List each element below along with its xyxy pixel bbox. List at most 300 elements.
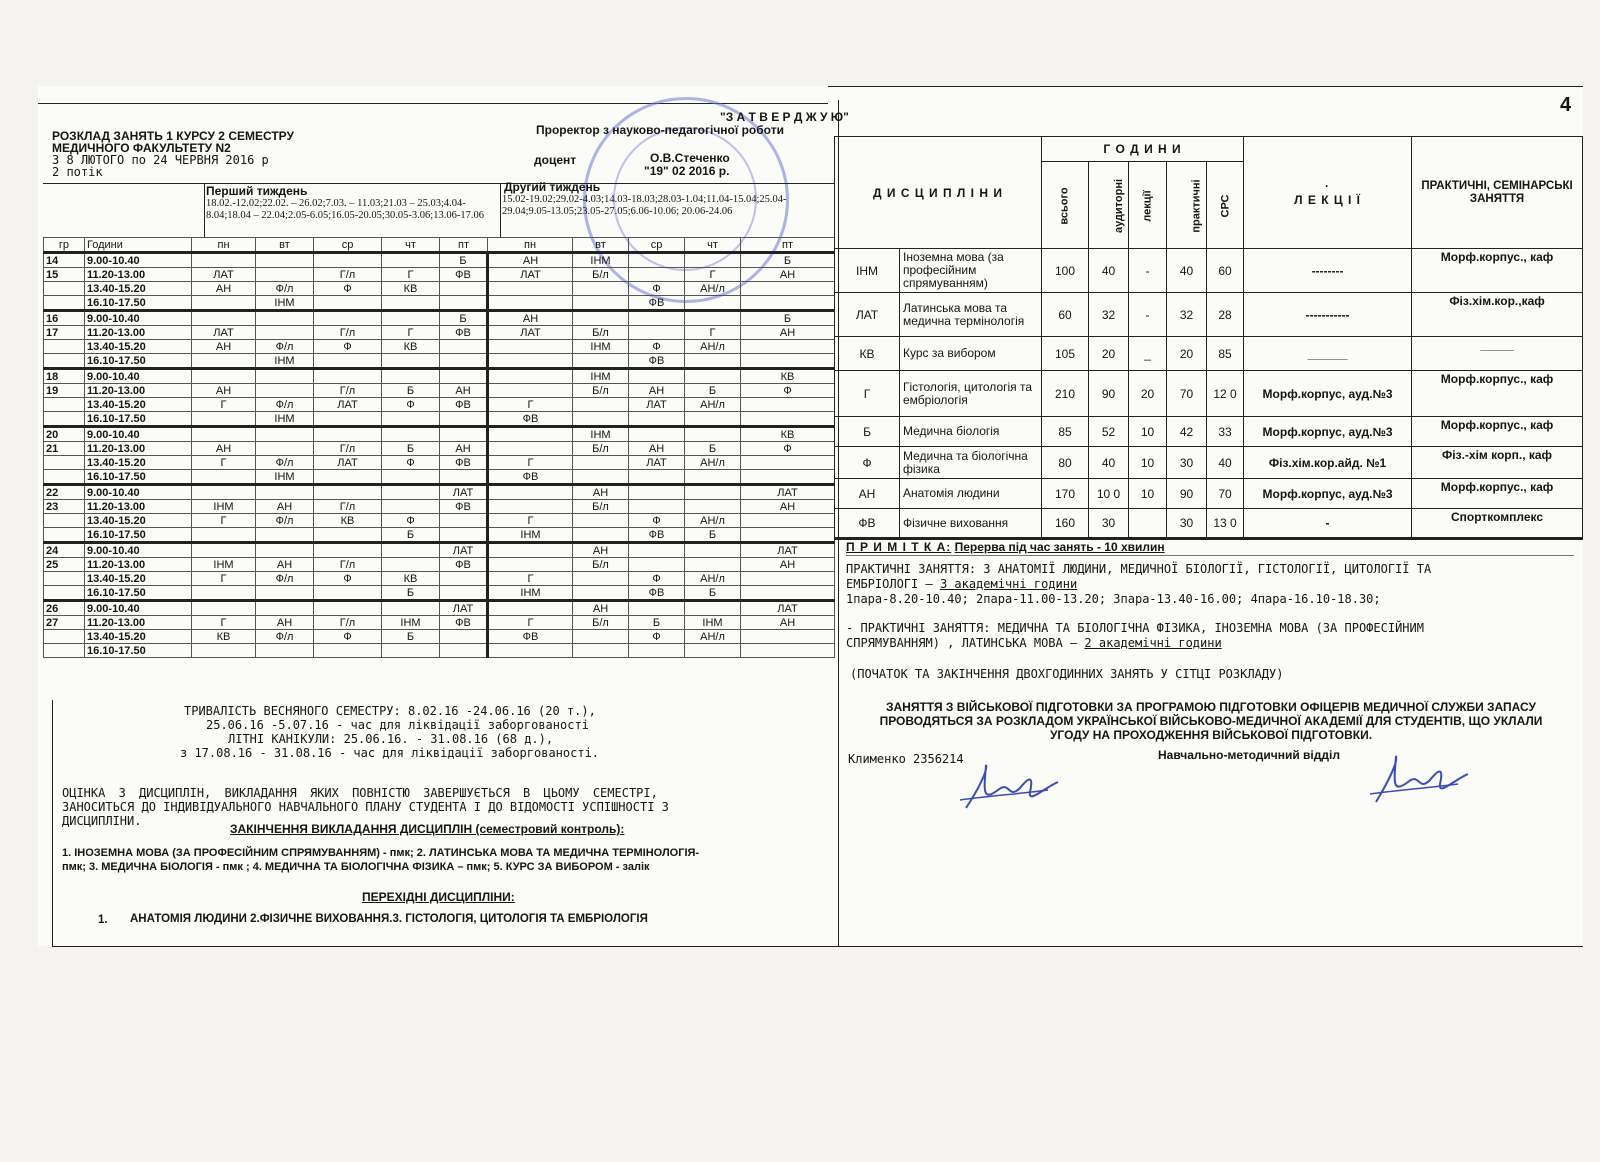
class-cell: ЛАТ bbox=[314, 456, 382, 470]
class-cell bbox=[685, 311, 741, 326]
group-cell: 16 bbox=[44, 311, 85, 326]
group-cell: 24 bbox=[44, 543, 85, 558]
discipline-aud: 30 bbox=[1089, 509, 1129, 539]
class-cell: Б bbox=[440, 311, 488, 326]
class-cell: Б/л bbox=[573, 558, 629, 572]
class-cell bbox=[382, 558, 440, 572]
class-cell bbox=[629, 326, 685, 340]
class-cell: АН bbox=[440, 384, 488, 398]
class-cell bbox=[440, 369, 488, 384]
class-cell bbox=[488, 296, 573, 311]
disc-head-dot: · bbox=[1325, 178, 1331, 193]
week-header-divider bbox=[204, 183, 205, 237]
class-cell: Ф bbox=[741, 442, 835, 456]
class-cell bbox=[440, 427, 488, 442]
group-cell bbox=[44, 340, 85, 354]
schedule-row bbox=[44, 268, 835, 282]
class-cell: ФВ bbox=[440, 398, 488, 412]
schedule-row bbox=[44, 630, 835, 644]
week2-title: Другий тиждень bbox=[504, 180, 601, 194]
class-cell bbox=[440, 630, 488, 644]
class-cell bbox=[741, 528, 835, 543]
discipline-total: 85 bbox=[1042, 417, 1089, 447]
class-cell bbox=[741, 354, 835, 369]
discipline-lec: 10 bbox=[1129, 417, 1167, 447]
class-cell: ЛАТ bbox=[440, 601, 488, 616]
class-cell bbox=[192, 427, 256, 442]
practical-note-1 bbox=[846, 562, 1431, 607]
approval-heading: "З А Т В Е Р Д Ж У Ю" bbox=[720, 110, 849, 124]
group-cell: 15 bbox=[44, 268, 85, 282]
class-cell: Ф/л bbox=[256, 572, 314, 586]
time-cell: 13.40-15.20 bbox=[85, 340, 192, 354]
time-cell: 16.10-17.50 bbox=[85, 296, 192, 311]
class-cell: Ф/л bbox=[256, 456, 314, 470]
class-cell: Ф bbox=[382, 514, 440, 528]
class-cell: Ф bbox=[629, 340, 685, 354]
discipline-name: Медична біологія bbox=[900, 417, 1042, 447]
class-cell bbox=[573, 572, 629, 586]
class-cell bbox=[741, 456, 835, 470]
class-cell bbox=[256, 253, 314, 268]
discipline-prac-place: Морф.корпус., каф bbox=[1412, 417, 1583, 447]
class-cell bbox=[629, 543, 685, 558]
discipline-aud: 40 bbox=[1089, 447, 1129, 479]
discipline-lect-place: Фіз.хім.кор.айд. №1 bbox=[1244, 447, 1412, 479]
class-cell: Г bbox=[382, 326, 440, 340]
discipline-aud: 52 bbox=[1089, 417, 1129, 447]
class-cell bbox=[488, 601, 573, 616]
class-cell bbox=[741, 572, 835, 586]
class-cell bbox=[256, 601, 314, 616]
class-cell bbox=[314, 354, 382, 369]
class-cell: Б/л bbox=[573, 384, 629, 398]
class-cell bbox=[573, 412, 629, 427]
class-cell: АН bbox=[192, 340, 256, 354]
title-line: МЕДИЧНОГО ФАКУЛЬТЕТУ N2 bbox=[52, 141, 231, 155]
class-cell bbox=[629, 311, 685, 326]
discipline-code: Ф bbox=[835, 447, 900, 479]
class-cell bbox=[192, 311, 256, 326]
discipline-lect-place: Морф.корпус, ауд.№3 bbox=[1244, 371, 1412, 417]
schedule-row bbox=[44, 514, 835, 528]
class-cell: ІНМ bbox=[192, 500, 256, 514]
class-cell: Ф/л bbox=[256, 340, 314, 354]
class-cell: Б bbox=[382, 528, 440, 543]
class-cell: АН/л bbox=[685, 572, 741, 586]
discipline-prac: 42 bbox=[1167, 417, 1207, 447]
schedule-row bbox=[44, 282, 835, 296]
class-cell: КВ bbox=[741, 369, 835, 384]
class-cell bbox=[382, 412, 440, 427]
class-cell bbox=[192, 296, 256, 311]
class-cell bbox=[488, 369, 573, 384]
class-cell: АН/л bbox=[685, 398, 741, 412]
discipline-prac-place: _____ bbox=[1412, 337, 1583, 371]
department-name: Навчально-методичний відділ bbox=[1158, 748, 1340, 762]
class-cell bbox=[382, 644, 440, 658]
schedule-col-header: гр bbox=[44, 238, 85, 253]
assessment-line: ЗАНОСИТЬСЯ ДО ІНДИВІДУАЛЬНОГО НАВЧАЛЬНОГО ПЛАНУ СТУДЕНТА І ДО ВІДОМОСТІ УСПІШНОСТІ З bbox=[62, 800, 669, 814]
schedule-row bbox=[44, 470, 835, 485]
class-cell: АН bbox=[440, 442, 488, 456]
class-cell: Г bbox=[192, 572, 256, 586]
discipline-src: 40 bbox=[1207, 447, 1244, 479]
schedule-row bbox=[44, 644, 835, 658]
discipline-row bbox=[835, 293, 1583, 337]
discipline-prac-place: Фіз.-хім корп., каф bbox=[1412, 447, 1583, 479]
schedule-col-header: пн bbox=[192, 238, 256, 253]
class-cell bbox=[629, 601, 685, 616]
group-cell: 18 bbox=[44, 369, 85, 384]
group-cell bbox=[44, 412, 85, 427]
terms-line: ЛІТНІ КАНІКУЛИ: 25.06.16. - 31.08.16 (68 д.), bbox=[228, 732, 554, 746]
class-cell bbox=[573, 644, 629, 658]
class-cell: ЛАТ bbox=[440, 485, 488, 500]
discipline-aud: 90 bbox=[1089, 371, 1129, 417]
schedule-header-row bbox=[44, 238, 835, 253]
time-cell: 9.00-10.40 bbox=[85, 369, 192, 384]
class-cell bbox=[382, 253, 440, 268]
class-cell bbox=[685, 470, 741, 485]
class-cell: ІНМ bbox=[256, 412, 314, 427]
class-cell bbox=[192, 601, 256, 616]
class-cell: Г/л bbox=[314, 500, 382, 514]
group-cell bbox=[44, 470, 85, 485]
discipline-prac-place: Спорткомплекс bbox=[1412, 509, 1583, 539]
class-cell: Ф bbox=[382, 398, 440, 412]
discipline-name: Фізичне виховання bbox=[900, 509, 1042, 539]
terms-line: з 17.08.16 - 31.08.16 - час для ліквідації заборгованості. bbox=[180, 746, 600, 760]
note-line: ПРАКТИЧНІ ЗАНЯТТЯ: З АНАТОМІЇ ЛЮДИНИ, МЕДИЧНОЇ БІОЛОГІЇ, ГІСТОЛОГІЇ, ЦИТОЛОГІЇ ТА bbox=[846, 562, 1432, 576]
discipline-total: 210 bbox=[1042, 371, 1089, 417]
class-cell bbox=[629, 412, 685, 427]
schedule-row bbox=[44, 543, 835, 558]
disc-subheader-label: практичні bbox=[1190, 179, 1203, 233]
class-cell bbox=[256, 543, 314, 558]
class-cell bbox=[440, 514, 488, 528]
class-cell bbox=[629, 470, 685, 485]
class-cell: ЛАТ bbox=[741, 543, 835, 558]
class-cell bbox=[488, 558, 573, 572]
contact-info: Клименко 2356214 bbox=[848, 752, 964, 766]
discipline-aud: 10 0 bbox=[1089, 479, 1129, 509]
discipline-prac: 40 bbox=[1167, 249, 1207, 293]
class-cell bbox=[488, 384, 573, 398]
discipline-prac: 70 bbox=[1167, 371, 1207, 417]
class-cell: АН bbox=[573, 485, 629, 500]
class-cell: Б bbox=[741, 311, 835, 326]
class-cell bbox=[314, 601, 382, 616]
class-cell bbox=[382, 311, 440, 326]
schedule-row bbox=[44, 601, 835, 616]
group-cell bbox=[44, 630, 85, 644]
class-cell bbox=[685, 253, 741, 268]
discipline-name: Гістологія, цитологія та ембріологія bbox=[900, 371, 1042, 417]
class-cell bbox=[741, 514, 835, 528]
class-cell bbox=[573, 528, 629, 543]
schedule-row bbox=[44, 500, 835, 514]
terms-line: ТРИВАЛІСТЬ ВЕСНЯНОГО СЕМЕСТРУ: 8.02.16 -24.06.16 (20 т.), bbox=[184, 704, 596, 718]
schedule-title bbox=[52, 130, 294, 178]
note-line: - ПРАКТИЧНІ ЗАНЯТТЯ: МЕДИЧНА ТА БІОЛОГІЧНА ФІЗИКА, ІНОЗЕМНА МОВА (ЗА ПРОФЕСІЙНИМ bbox=[846, 621, 1424, 635]
class-cell bbox=[629, 644, 685, 658]
class-cell bbox=[741, 644, 835, 658]
class-cell: ФВ bbox=[629, 586, 685, 601]
class-cell: АН/л bbox=[685, 514, 741, 528]
class-cell: АН/л bbox=[685, 340, 741, 354]
class-cell: Г bbox=[685, 268, 741, 282]
group-cell bbox=[44, 528, 85, 543]
disc-subheader-label: всього bbox=[1059, 187, 1071, 225]
schedule-col-header: чт bbox=[685, 238, 741, 253]
class-cell bbox=[440, 340, 488, 354]
title-line: РОЗКЛАД ЗАНЯТЬ 1 КУРСУ 2 СЕМЕСТРУ bbox=[52, 129, 294, 143]
class-cell: ФВ bbox=[440, 616, 488, 630]
class-cell bbox=[382, 500, 440, 514]
discipline-total: 105 bbox=[1042, 337, 1089, 371]
class-cell bbox=[440, 470, 488, 485]
class-cell: ЛАТ bbox=[440, 543, 488, 558]
class-cell bbox=[629, 485, 685, 500]
class-cell: Ф bbox=[314, 340, 382, 354]
discipline-total: 60 bbox=[1042, 293, 1089, 337]
class-cell: АН bbox=[192, 442, 256, 456]
group-cell: 22 bbox=[44, 485, 85, 500]
class-cell bbox=[440, 572, 488, 586]
class-cell bbox=[741, 282, 835, 296]
class-cell bbox=[192, 543, 256, 558]
group-cell bbox=[44, 514, 85, 528]
completion-line: 1. ІНОЗЕМНА МОВА (ЗА ПРОФЕСІЙНИМ СПРЯМУВАННЯМ) - пмк; 2. ЛАТИНСЬКА МОВА ТА МЕДИЧНА ТЕРМІНОЛОГІЯ- bbox=[62, 847, 700, 859]
class-cell: АН/л bbox=[685, 456, 741, 470]
time-cell: 9.00-10.40 bbox=[85, 253, 192, 268]
class-cell bbox=[382, 354, 440, 369]
class-cell: АН/л bbox=[685, 630, 741, 644]
class-cell: Ф/л bbox=[256, 514, 314, 528]
class-cell: Г bbox=[488, 616, 573, 630]
class-cell bbox=[314, 528, 382, 543]
class-cell: Б bbox=[629, 616, 685, 630]
discipline-prac-place: Фіз.хім.кор.,каф bbox=[1412, 293, 1583, 337]
class-cell: Г/л bbox=[314, 442, 382, 456]
note-underlined: 3 академічні години bbox=[939, 577, 1078, 591]
disc-header-row bbox=[835, 137, 1583, 162]
class-cell bbox=[314, 543, 382, 558]
class-cell bbox=[314, 369, 382, 384]
class-cell: АН bbox=[573, 543, 629, 558]
class-cell: КВ bbox=[741, 427, 835, 442]
note-underlined: 2 академічні години bbox=[1084, 636, 1222, 650]
frame-top-right bbox=[828, 86, 1583, 87]
schedule-row bbox=[44, 456, 835, 470]
class-cell bbox=[685, 644, 741, 658]
class-cell: КВ bbox=[382, 282, 440, 296]
schedule-row bbox=[44, 528, 835, 543]
class-cell: ІНМ bbox=[573, 340, 629, 354]
discipline-lec: - bbox=[1129, 249, 1167, 293]
discipline-total: 170 bbox=[1042, 479, 1089, 509]
class-cell: Г bbox=[685, 326, 741, 340]
class-cell: ФВ bbox=[440, 268, 488, 282]
class-cell: ЛАТ bbox=[314, 398, 382, 412]
frame-bottom bbox=[52, 946, 1583, 947]
terms-block bbox=[180, 704, 599, 760]
class-cell bbox=[573, 282, 629, 296]
completion-line: пмк; 3. МЕДИЧНА БІОЛОГІЯ - пмк ; 4. МЕДИЧНА ТА БІОЛОГІЧНА ФІЗИКА – пмк; 5. КУРС ЗА ВИБОРОМ - залік bbox=[62, 861, 650, 873]
discipline-name: Курс за вибором bbox=[900, 337, 1042, 371]
title-line: З 8 ЛЮТОГО по 24 ЧЕРВНЯ 2016 р bbox=[52, 153, 269, 167]
class-cell: Б/л bbox=[573, 500, 629, 514]
time-cell: 13.40-15.20 bbox=[85, 282, 192, 296]
transfer-number: 1. bbox=[98, 914, 108, 926]
military-note bbox=[844, 700, 1578, 742]
note-text: Перерва під час занять - 10 хвилин bbox=[954, 540, 1165, 554]
class-cell: ФВ bbox=[488, 412, 573, 427]
prorector-title: Проректор з науково-педагогічної роботи bbox=[536, 123, 784, 137]
assessment-line: ДИСЦИПЛІНИ. bbox=[62, 814, 142, 828]
class-cell bbox=[192, 485, 256, 500]
schedule-col-header: вт bbox=[573, 238, 629, 253]
schedule-col-header: пт bbox=[741, 238, 835, 253]
schedule-row bbox=[44, 369, 835, 384]
class-cell bbox=[256, 586, 314, 601]
class-cell: ІНМ bbox=[382, 616, 440, 630]
class-cell: ЛАТ bbox=[488, 326, 573, 340]
discipline-row bbox=[835, 447, 1583, 479]
class-cell bbox=[629, 253, 685, 268]
group-cell: 23 bbox=[44, 500, 85, 514]
class-cell: Ф bbox=[314, 282, 382, 296]
class-cell bbox=[488, 340, 573, 354]
class-cell bbox=[256, 427, 314, 442]
discipline-lect-place: - bbox=[1244, 509, 1412, 539]
disc-head-disciplines: Д И С Ц И П Л І Н И bbox=[835, 137, 1042, 249]
signature-2 bbox=[1370, 752, 1480, 812]
time-cell: 11.20-13.00 bbox=[85, 268, 192, 282]
class-cell bbox=[685, 543, 741, 558]
class-cell: АН bbox=[741, 500, 835, 514]
class-cell bbox=[192, 586, 256, 601]
schedule-row bbox=[44, 442, 835, 456]
class-cell: Г/л bbox=[314, 616, 382, 630]
class-cell bbox=[488, 644, 573, 658]
class-cell bbox=[440, 412, 488, 427]
class-cell: Г bbox=[488, 572, 573, 586]
time-cell: 11.20-13.00 bbox=[85, 384, 192, 398]
group-cell bbox=[44, 296, 85, 311]
discipline-row bbox=[835, 337, 1583, 371]
class-cell bbox=[440, 528, 488, 543]
class-cell: Ф/л bbox=[256, 282, 314, 296]
class-cell: ІНМ bbox=[256, 296, 314, 311]
time-cell: 13.40-15.20 bbox=[85, 398, 192, 412]
class-cell bbox=[573, 514, 629, 528]
schedule-table bbox=[43, 237, 835, 658]
class-cell bbox=[685, 558, 741, 572]
class-cell: КВ bbox=[382, 572, 440, 586]
disc-body bbox=[835, 249, 1583, 539]
time-cell: 13.40-15.20 bbox=[85, 456, 192, 470]
discipline-name: Медична та біологічна фізика bbox=[900, 447, 1042, 479]
class-cell bbox=[192, 369, 256, 384]
discipline-code: Г bbox=[835, 371, 900, 417]
group-cell bbox=[44, 282, 85, 296]
disc-head-practical: ПРАКТИЧНІ, СЕМІНАРСЬКІ ЗАНЯТТЯ bbox=[1412, 137, 1583, 249]
class-cell: Б bbox=[741, 253, 835, 268]
class-cell: Г bbox=[488, 398, 573, 412]
class-cell: Ф/л bbox=[256, 398, 314, 412]
disc-subheader bbox=[1129, 162, 1167, 249]
discipline-name: Латинська мова та медична термінологія bbox=[900, 293, 1042, 337]
class-cell bbox=[573, 456, 629, 470]
schedule-row bbox=[44, 384, 835, 398]
discipline-lect-place: ______ bbox=[1244, 337, 1412, 371]
class-cell bbox=[314, 253, 382, 268]
discipline-lect-place: Морф.корпус, ауд.№3 bbox=[1244, 417, 1412, 447]
discipline-src: 12 0 bbox=[1207, 371, 1244, 417]
class-cell: ФВ bbox=[629, 528, 685, 543]
class-cell bbox=[382, 427, 440, 442]
time-cell: 11.20-13.00 bbox=[85, 616, 192, 630]
time-cell: 16.10-17.50 bbox=[85, 470, 192, 485]
schedule-row bbox=[44, 253, 835, 268]
group-cell bbox=[44, 644, 85, 658]
class-cell: Б/л bbox=[573, 442, 629, 456]
class-cell: Г bbox=[382, 268, 440, 282]
class-cell: АН bbox=[256, 616, 314, 630]
class-cell: АН bbox=[256, 558, 314, 572]
class-cell bbox=[314, 311, 382, 326]
class-cell bbox=[382, 369, 440, 384]
discipline-aud: 20 bbox=[1089, 337, 1129, 371]
class-cell: ЛАТ bbox=[192, 268, 256, 282]
class-cell bbox=[256, 442, 314, 456]
class-cell bbox=[192, 253, 256, 268]
class-cell bbox=[573, 470, 629, 485]
class-cell bbox=[573, 354, 629, 369]
week-header-divider bbox=[500, 183, 501, 237]
discipline-name: Іноземна мова (за професійним спрямуванням) bbox=[900, 249, 1042, 293]
time-cell: 9.00-10.40 bbox=[85, 427, 192, 442]
discipline-prac: 30 bbox=[1167, 447, 1207, 479]
class-cell: Б bbox=[685, 528, 741, 543]
class-cell: АН bbox=[256, 500, 314, 514]
class-cell bbox=[741, 586, 835, 601]
class-cell bbox=[685, 485, 741, 500]
class-cell: Ф bbox=[314, 630, 382, 644]
class-cell: Б bbox=[382, 586, 440, 601]
time-cell: 11.20-13.00 bbox=[85, 326, 192, 340]
class-cell: Ф bbox=[741, 384, 835, 398]
discipline-prac: 30 bbox=[1167, 509, 1207, 539]
discipline-src: 70 bbox=[1207, 479, 1244, 509]
class-cell bbox=[741, 398, 835, 412]
class-cell: Б bbox=[382, 442, 440, 456]
time-cell: 9.00-10.40 bbox=[85, 601, 192, 616]
class-cell: АН bbox=[741, 616, 835, 630]
class-cell: Г/л bbox=[314, 558, 382, 572]
class-cell: АН bbox=[192, 282, 256, 296]
discipline-prac: 90 bbox=[1167, 479, 1207, 509]
class-cell bbox=[382, 296, 440, 311]
class-cell bbox=[741, 296, 835, 311]
disc-subheader-label: СРС bbox=[1219, 194, 1232, 218]
class-cell bbox=[685, 412, 741, 427]
time-cell: 16.10-17.50 bbox=[85, 412, 192, 427]
discipline-code: ЛАТ bbox=[835, 293, 900, 337]
schedule-row bbox=[44, 398, 835, 412]
